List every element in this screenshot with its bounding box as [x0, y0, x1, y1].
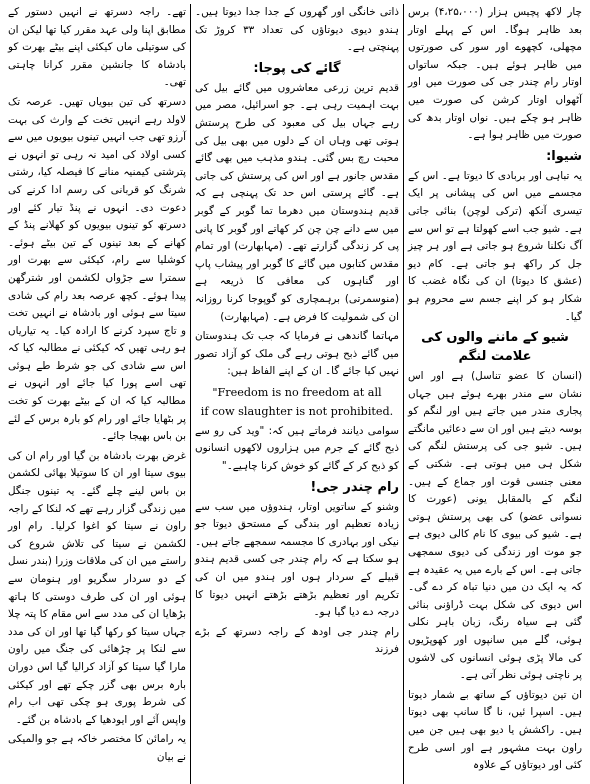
- paragraph: یہ تباہی اور بربادی کا دیوتا ہے۔ اس کے مجسمے میں اس کی پیشانی پر ایک تیسری آنکھ (ترکی لوچن) بنائی جاتی ہے۔ شیو جب اسے کھولتا ہے تو اس سے آگ نکلنا شروع ہو جاتی ہے اور ہر چیز جل کر راکھ ہو جاتی ہے۔ کام دیو (عشق کا دیوتا) ان کی نگاہ غضب کا شکار ہو کر اپنے جسم سے محروم ہو گیا۔: [408, 169, 582, 323]
- paragraph: (انسان کا عضو تناسل) ہے اور اس نشان سے مندر بھرے ہوئے ہیں جہاں پجاری مندر میں جاتے ہیں اور لنگم کو بوسہ دیتے ہیں اور ان سے دعائیں مانگتے ہیں۔ شیو جی کی پرستش لنگم کی شکل ہی میں ہوتی ہے۔ شکتی کے معنی جنسی قوت اور جماع کے ہیں۔ لنگم کے بالمقابل یونی (عورت کا نسوانی عضو) کی بھی پرستش ہوتی ہے۔ شیو کی بیوی کا نام کالی دیوی ہے جو موت اور زندگی کی دیوی سمجھی جاتی ہے۔ اس کے بارے میں یہ عقیدہ ہے کہ یہ ایک دن میں دنیا تباہ کر دے گی۔ اس دیوی کی شکل بہت ڈراؤنی بنائی گئی ہے سیاہ رنگ، زبان باہر نکلی ہوئی، گلے میں سانپوں اور کھوپڑیوں کی مالا پڑی ہوئی انسانوں کی لاشوں پر ناچتی ہوئی نظر آتی ہے۔: [408, 370, 582, 682]
- paragraph: ان تین دیوتاؤں کے ساتھ بے شمار دیوتا ہیں۔ اسپرا ئیں، نا گا سانپ بھی دیوتا ہیں۔ راکشش یا دیو بھی ہیں جن میں راون بہت مشہور ہے اور اسی طرح کئی اور دیوتاؤں کے علاوہ: [408, 688, 582, 772]
- paragraph: یہ رامائن کا مختصر خاکہ ہے جو والمیکی نے بیان: [8, 733, 186, 763]
- quote-line: "Freedom is no freedom at all: [212, 385, 382, 399]
- section-heading-lingam: شیو کے ماننے والوں کی علامت لنگم: [421, 330, 569, 365]
- paragraph: وشنو کے ساتویں اوتار، ہندوؤں میں سب سے زیادہ تعظیم اور بندگی کے مستحق دیوتا جو نیکی اور بہادری کا مجسمہ سمجھے جاتے ہیں۔ ہو سکتا ہے کہ رام چندر جی کسی قدیم ہندو قبیلے کے سردار ہوں اور ہندو میں ان کی تکریم اور تعظیم بڑھتے بڑھتے انہیں دیوتا کا درجہ دے دیا گیا ہو۔: [195, 500, 399, 619]
- paragraph: رام چندر جی اودھ کے راجہ دسرتھ کے بڑے فرزند: [195, 625, 399, 656]
- section-heading-ram: رام چندر جی!: [310, 479, 399, 495]
- paragraph: چار لاکھ پچیس ہزار (۴،۲۵،۰۰۰) برس بعد ظاہر ہوگا۔ اس کے پہلے اوتار مچھلی، کچھوے اور سور کی صورتوں میں ظاہر ہوئے ہیں۔ جبکہ ساتواں اوتار رام چندر جی کی صورت میں اور آٹھواں اوتار کرشن کی صورت میں ظاہر ہو چکے ہیں۔ نواں اوتار بدھ کی صورت میں ظاہر ہوا ہے۔: [408, 6, 582, 142]
- paragraph: دسرتھ کی تین بیویاں تھیں۔ عرصہ تک لاولد رہے انہیں تخت کے وارث کی بہت آرزو تھی جب انہیں تینوں بیویوں میں سے کسی اولاد کی امید نہ رہی تو انہوں نے پترشتی کیمنیہ منانے کا فیصلہ کیا، رشتی شرنگ کو قربانی کی رسم ادا کرنے کی دعوت دی۔ انہوں نے پنڈ تیار کئے اور دسرتھ کو تینوں بیویوں کو کھلانے پنڈ کے کھانے کے بعد تینوں کے تین بیٹے ہوئے۔ کوشلیا سے رام، کیکئی سے بھرت اور سمترا سے جڑواں لکشمن اور شترگھن پیدا ہوئے۔ کچھ عرصہ بعد رام کی شادی سیتا سے ہوئی اور بادشاہ نے انہیں تخت و تاج سپرد کرنے کا ارادہ کیا۔ یہ تیاریاں ہو رہی تھیں کہ کیکئی نے مطالبہ کیا کہ اس سے شادی کی جو شرط طے ہوئی تھی اسے پورا کیا جائے اور انہوں نے مطالبہ کیا کہ ان کے بیٹے بھرت کو تخت پر بٹھایا جائے اور رام کو بارہ برس کے لئے بن باس بھیجا جائے۔: [8, 95, 186, 443]
- right-column: [404, 4, 586, 784]
- left-column: [4, 4, 190, 784]
- section-heading-cow-worship: گائے کی پوجا:: [253, 60, 341, 76]
- middle-column: [190, 4, 404, 784]
- quote-line: if cow slaughter is not prohibited.: [200, 404, 394, 418]
- paragraph: قدیم ترین زرعی معاشروں میں گائے بیل کی بہت اہمیت رہی ہے۔ جو اسرائیل، مصر میں رہے جہاں بیل کی معبود کی طرح پرستش ہوتی تھی وہاں ان کے دلوں میں بھی بیل کی محبت رچ بس گئی۔ ہندو مذہب میں بھی گائے مقدس جانور ہے اور اس کی پرستش کی جاتی ہے۔ گائے پرستی اس حد تک پہنچی ہے کہ قدیم ہندوستان میں دھرما تما گوبر کے گوبر میں سے دانے چن چن کر کھاتے اور گوبر کا پانی پی کر زندگی گزارتے تھے۔ (مہابھارت) اور تمام مقدس کتابوں میں گائے کا گوبر اور پیشاب پاپ اور گناہوں کی معافی کا ذریعہ ہے (منوسمرتی) برہمچاری کو گوپوجا کرنا روزانہ ان کی شمولیت کا فرض ہے۔ (مہابھارت): [195, 81, 399, 323]
- section-heading-shiva: شیوا:: [546, 148, 582, 164]
- paragraph: سوامی دیانند فرماتے ہیں کہ: "وید کی رو سے ذبح گائے کے جرم میں ہزاروں لاکھوں انسانوں کو ذبح کر کے گائے کو خوش کرنا چاہیے۔": [195, 424, 399, 473]
- paragraph: ذاتی خانگی اور گھروں کے جدا جدا دیوتا ہیں۔ ہندو دیوی دیوتاؤں کی تعداد ۳۳ کروڑ تک پہنچتی ہے۔: [195, 6, 399, 54]
- paragraph: مہاتما گاندھی نے فرمایا کہ جب تک ہندوستان میں گائے ذبح ہوتی رہے گی ملک کو آزاد تصور نہیں کیا جائے گا۔ ان کے اپنے الفاظ ہیں:: [195, 330, 399, 378]
- english-quote: [195, 383, 399, 421]
- paragraph: تھے۔ راجہ دسرتھ نے انہیں دستور کے مطابق اپنا ولی عہد مقرر کیا تھا لیکن ان کی سوتیلی ماں کیکئی اپنے بیٹے بھرت کو بادشاہ کا جانشین مقرر کرانا چاہتی تھی۔: [8, 6, 186, 89]
- three-column-text: [4, 4, 586, 784]
- paragraph: غرض بھرت بادشاہ بن گیا اور رام ان کی بیوی سیتا اور ان کا سوتیلا بھائی لکشمن بن باس لینے چلے گئے۔ یہ تینوں جنگل میں زندگی گزار رہے تھے کہ لنکا کے راجہ راون نے سیتا کو اغوا کرلیا۔ رام اور لکشمن نے سیتا کی تلاش شروع کی راستے میں ان کی ملاقات وزرا (بندر نسل کے دو سردار سگریو اور ہنومان سے ہوئی اور ان کی طرف دوستی کا ہاتھ بڑھایا ان کی مدد سے اس مقام کا پتہ چلا جہاں سیتا کو رکھا گیا تھا اور ان کی مدد سے لنکا پر چڑھائی کی جنگ میں راون مارا گیا سیتا کو آزاد کرالیا گیا اس دوران بارہ برس بھی گزر چکے تھے اور کیکئی کی شرط پوری ہو چکی تھی اب رام واپس آئے اور ایودھیا کے بادشاہ بن گئے۔: [8, 449, 186, 726]
